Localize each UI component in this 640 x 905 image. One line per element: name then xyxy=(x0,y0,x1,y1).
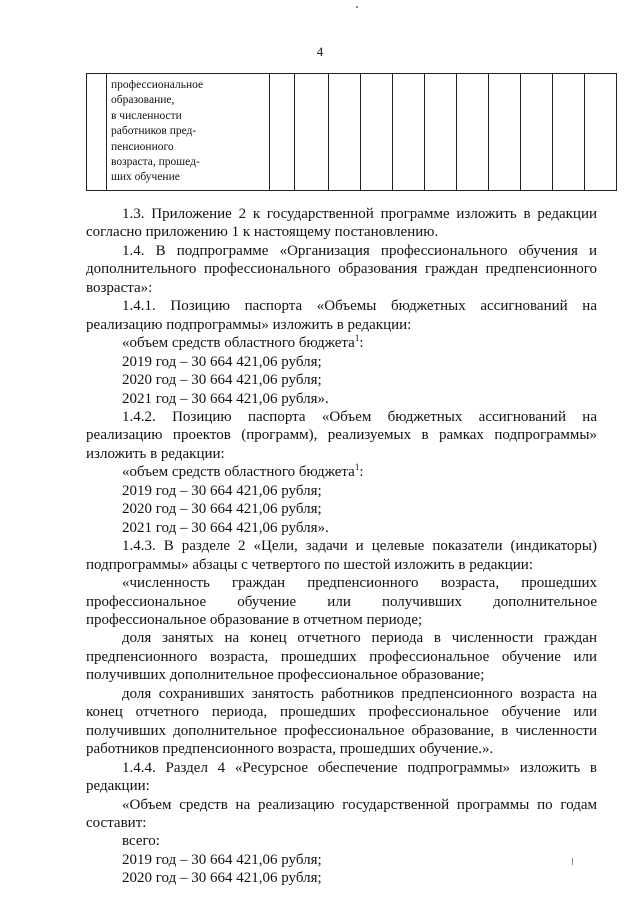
total-label: всего: xyxy=(122,833,160,850)
paragraph-1-4-2: 1.4.2. Позицию паспорта «Объем бюджетных ассигнований на реализацию проектов (программ), реализуемых в рамках подпрограммы» изложить в редакции: xyxy=(86,408,597,462)
table-cell xyxy=(393,74,425,191)
cell-line: ших обучение xyxy=(111,171,180,184)
table-cell-indicator xyxy=(107,74,270,191)
budget-line-2019: 2019 год – 30 664 421,06 рубля; xyxy=(122,353,322,370)
paragraph-1-3: 1.3. Приложение 2 к государственной программе изложить в редакции согласно приложению 1 к настоящему постановлению. xyxy=(86,206,597,241)
total-line-2020: 2020 год – 30 664 421,06 рубля; xyxy=(122,870,322,887)
budget-heading-colon: : xyxy=(359,464,364,481)
table-cell-number xyxy=(87,74,107,191)
budget-line-2021: 2021 год – 30 664 421,06 рубля». xyxy=(122,390,329,407)
footnote-mark: 1 xyxy=(354,462,360,473)
indicator-quote-3: доля сохранивших занятость работников предпенсионного возраста на конец отчетного периода, прошедших профессиональное обучение или получивших дополнительное профессиональное образование, в численности работников предпенсионного возраста, прошедших обучение.». xyxy=(86,685,597,758)
budget-heading-text: «объем средств областного бюджета xyxy=(122,464,355,481)
table-cell xyxy=(295,74,329,191)
table-cell xyxy=(329,74,361,191)
cell-line: пенсионного xyxy=(111,140,174,153)
cell-line: в численности xyxy=(111,109,182,122)
table-cell xyxy=(361,74,393,191)
resource-quote: «Объем средств на реализацию государственной программы по годам составит: xyxy=(86,796,597,831)
budget-line-2020: 2020 год – 30 664 421,06 рубля; xyxy=(122,501,322,518)
total-line-2019: 2019 год – 30 664 421,06 рубля; xyxy=(122,851,322,868)
budget-heading xyxy=(86,334,597,352)
paragraph-1-4-1: 1.4.1. Позицию паспорта «Объемы бюджетных ассигнований на реализацию подпрограммы» изложить в редакции: xyxy=(86,298,597,333)
table-cell xyxy=(489,74,521,191)
table-cell xyxy=(270,74,295,191)
table-cell xyxy=(425,74,457,191)
table-cell xyxy=(457,74,489,191)
scan-speck xyxy=(572,858,573,865)
cell-line: работников пред- xyxy=(111,125,197,138)
paragraph-1-4-3: 1.4.3. В разделе 2 «Цели, задачи и целевые показатели (индикаторы) подпрограммы» абзацы с четвертого по шестой изложить в редакции: xyxy=(86,538,597,573)
cell-line: возраста, прошед- xyxy=(111,156,200,169)
table-cell xyxy=(585,74,617,191)
budget-line-2020: 2020 год – 30 664 421,06 рубля; xyxy=(122,372,322,389)
paragraph-1-4: 1.4. В подпрограмме «Организация профессионального обучения и дополнительного профессионального образования граждан предпенсионного возраста»: xyxy=(86,242,597,296)
budget-line-2021: 2021 год – 30 664 421,06 рубля». xyxy=(122,519,329,536)
page-number: 4 xyxy=(316,44,324,59)
budget-heading-colon: : xyxy=(359,335,364,352)
budget-heading xyxy=(86,463,597,481)
footnote-mark: 1 xyxy=(354,333,360,344)
table-cell xyxy=(553,74,585,191)
continuation-table xyxy=(86,73,617,191)
cell-line: профессиональное xyxy=(111,79,204,91)
cell-line: образование, xyxy=(111,94,175,107)
document-body xyxy=(86,205,597,888)
budget-heading-text: «объем средств областного бюджета xyxy=(122,335,355,352)
table-cell xyxy=(521,74,553,191)
indicator-quote-2: доля занятых на конец отчетного периода в численности граждан предпенсионного возраста, прошедших профессиональное обучение или получивших дополнительное профессиональное образование; xyxy=(86,630,597,684)
table-row xyxy=(87,74,617,191)
budget-line-2019: 2019 год – 30 664 421,06 рубля; xyxy=(122,482,322,499)
paragraph-1-4-4: 1.4.4. Раздел 4 «Ресурсное обеспечение подпрограммы» изложить в редакции: xyxy=(86,759,597,795)
scan-speck xyxy=(356,6,358,8)
indicator-quote-1: «численность граждан предпенсионного возраста, прошедших профессиональное обучение или получивших дополнительное профессиональное образование в отчетном периоде; xyxy=(86,575,597,628)
